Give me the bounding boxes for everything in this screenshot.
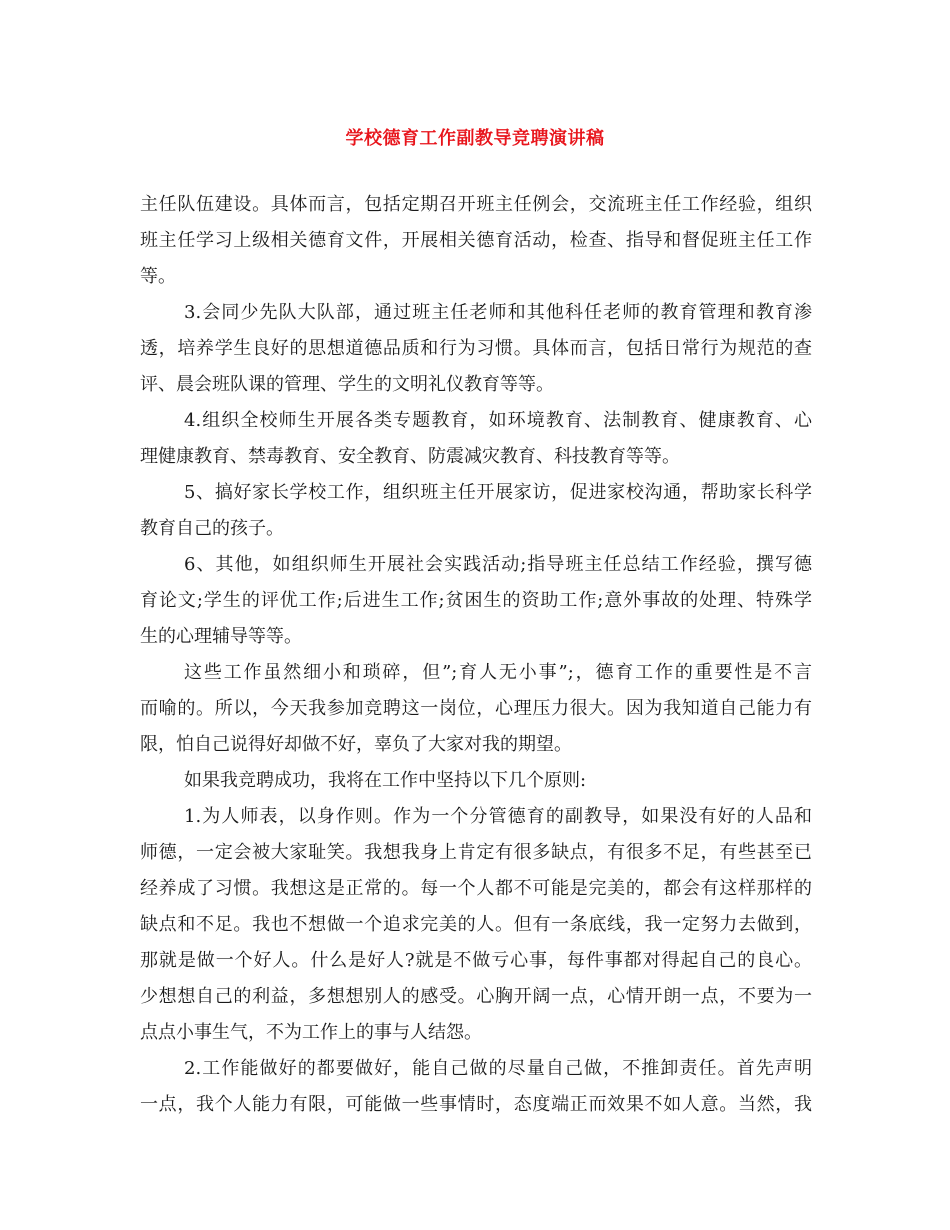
text-line: 这些工作虽然细小和琐碎，但”;育人无小事”;，德育工作的重要性是不言 [184, 662, 812, 683]
text-line: 如果我竞聘成功，我将在工作中坚持以下几个原则: [184, 770, 587, 791]
text-line: 师德，一定会被大家耻笑。我想我身上肯定有很多缺点，有很多不足，有些甚至已 [140, 842, 812, 863]
text-line: 限，怕自己说得好却做不好，辜负了大家对我的期望。 [140, 734, 572, 755]
text-line: 评、晨会班队课的管理、学生的文明礼仪教育等等。 [140, 374, 554, 395]
text-line: 3.会同少先队大队部，通过班主任老师和其他科任老师的教育管理和教育渗 [184, 302, 812, 323]
text-line: 少想想自己的利益，多想想别人的感受。心胸开阔一点，心情开朗一点，不要为一 [140, 986, 812, 1007]
text-line: 教育自己的孩子。 [140, 518, 284, 539]
text-line: 6、其他，如组织师生开展社会实践活动;指导班主任总结工作经验，撰写德 [184, 554, 812, 575]
text-line: 点点小事生气，不为工作上的事与人结怨。 [140, 1022, 482, 1043]
document-title: 学校德育工作副教导竞聘演讲稿 [345, 128, 605, 149]
text-line: 而喻的。所以，今天我参加竞聘这一岗位，心理压力很大。因为我知道自己能力有 [140, 698, 812, 719]
text-line: 一点，我个人能力有限，可能做一些事情时，态度端正而效果不如人意。当然，我 [140, 1094, 812, 1115]
text-line: 育论文;学生的评优工作;后进生工作;贫困生的资助工作;意外事故的处理、特殊学 [140, 590, 812, 611]
text-line: 5、搞好家长学校工作，组织班主任开展家访，促进家校沟通，帮助家长科学 [184, 482, 812, 503]
text-line: 缺点和不足。我也不想做一个追求完美的人。但有一条底线，我一定努力去做到， [140, 914, 812, 935]
text-line: 1.为人师表，以身作则。作为一个分管德育的副教导，如果没有好的人品和 [184, 806, 812, 827]
text-line: 理健康教育、禁毒教育、安全教育、防震减灾教育、科技教育等等。 [140, 446, 680, 467]
text-line: 班主任学习上级相关德育文件，开展相关德育活动，检查、指导和督促班主任工作 [140, 230, 812, 251]
text-line: 那就是做一个好人。什么是好人?就是不做亏心事，每件事都对得起自己的良心。 [140, 950, 812, 971]
text-line: 经养成了习惯。我想这是正常的。每一个人都不可能是完美的，都会有这样那样的 [140, 878, 812, 899]
text-line: 2.工作能做好的都要做好，能自己做的尽量自己做，不推卸责任。首先声明 [184, 1058, 812, 1079]
text-line: 透，培养学生良好的思想道德品质和行为习惯。具体而言，包括日常行为规范的查 [140, 338, 812, 359]
text-line: 主任队伍建设。具体而言，包括定期召开班主任例会，交流班主任工作经验，组织 [140, 194, 812, 215]
text-line: 等。 [140, 266, 176, 287]
text-line: 生的心理辅导等等。 [140, 626, 302, 647]
text-line: 4.组织全校师生开展各类专题教育，如环境教育、法制教育、健康教育、心 [184, 410, 812, 431]
document-body [140, 187, 812, 1123]
